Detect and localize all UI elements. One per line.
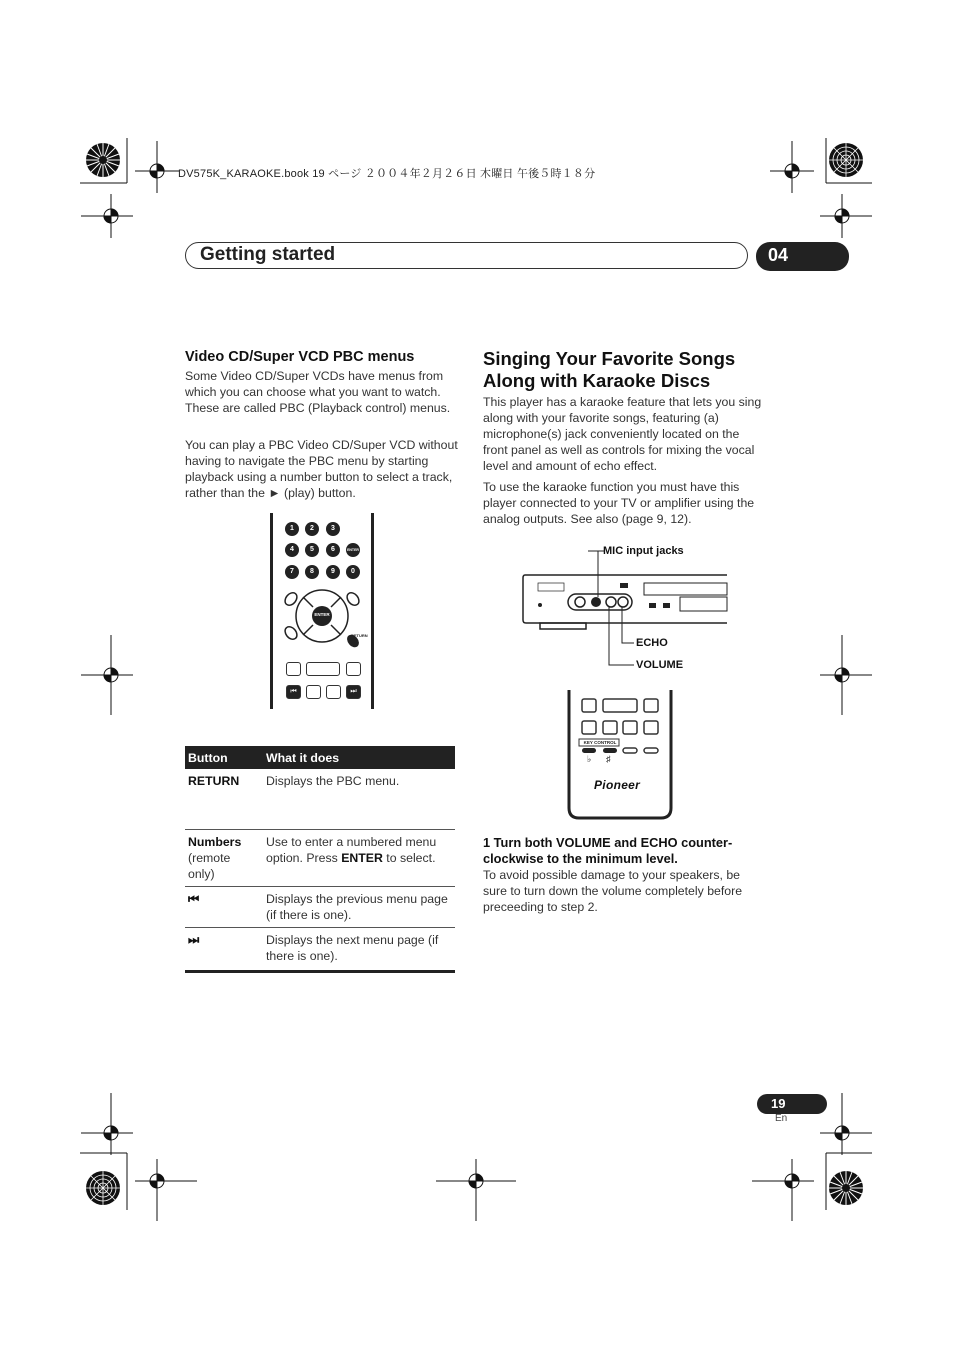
pbc-para-2: You can play a PBC Video CD/Super VCD without having to navigate the PBC menu by starting playback using a number button to select a track, rather than the ► (play) button.	[185, 438, 458, 500]
pbc-button-table	[185, 746, 455, 973]
key-4: 4	[285, 543, 299, 557]
echo-label: ECHO	[636, 637, 668, 649]
remote-key	[306, 685, 321, 699]
key-2: 2	[305, 522, 319, 536]
remote-key	[286, 662, 301, 676]
numbers-label: Numbers	[188, 835, 242, 849]
table-cell-description: Displays the PBC menu.	[263, 769, 455, 830]
key-control-label: KEY CONTROL	[583, 740, 617, 745]
remote-key	[326, 685, 341, 699]
table-header-button: Button	[185, 746, 263, 769]
karaoke-para-1: This player has a karaoke feature that lets you sing along with your favorite songs, featuring (a) microphone(s) jack conveniently located on the front panel as well as controls for mixing the vocal level and amount of echo effect.	[483, 395, 762, 473]
table-row	[185, 887, 455, 928]
page-number: 19	[757, 1094, 827, 1114]
chapter-number: 04	[756, 242, 849, 271]
table-cell-description	[263, 830, 455, 887]
key-3: 3	[326, 522, 340, 536]
remote-karaoke-illustration	[565, 690, 675, 822]
key-enter-small: ENTER	[346, 543, 360, 557]
table-cell-button	[185, 830, 263, 887]
table-cell-button: RETURN	[185, 769, 263, 830]
remote-key	[346, 662, 361, 676]
table-header-row	[185, 746, 455, 769]
table-header-description: What it does	[263, 746, 455, 769]
enter-key-label: ENTER	[314, 612, 330, 617]
karaoke-heading: Singing Your Favorite Songs Along with Karaoke Discs	[483, 348, 736, 391]
table-row	[185, 769, 455, 830]
sharp-icon: ♯	[606, 754, 611, 764]
return-key-label: RETURN	[351, 633, 368, 638]
key-5: 5	[305, 543, 319, 557]
table-cell-description: Displays the next menu page (if there is one).	[263, 928, 455, 972]
volume-label: VOLUME	[636, 659, 684, 671]
table-row	[185, 928, 455, 972]
remote-key-wide	[306, 662, 340, 676]
pioneer-logo: Pioneer	[594, 778, 641, 792]
remote-control-illustration	[270, 513, 374, 709]
table-cell-description: Displays the previous menu page (if there is one).	[263, 887, 455, 928]
key-1: 1	[285, 522, 299, 536]
pbc-para-1: Some Video CD/Super VCDs have menus from which you can choose what you want to watch. These are called PBC (Playback control) menus.	[185, 369, 451, 415]
table-row	[185, 830, 455, 887]
next-button-icon: ⏭	[185, 928, 263, 972]
key-7: 7	[285, 565, 299, 579]
flat-icon: ♭	[587, 754, 592, 764]
numbers-desc-a: Use to enter a numbered menu option. Press	[266, 835, 437, 865]
key-8: 8	[305, 565, 319, 579]
chapter-title: Getting started	[200, 244, 336, 265]
next-key-icon: ⏭	[346, 685, 361, 699]
prev-key-icon: ⏮	[286, 685, 301, 699]
mic-jacks-label: MIC input jacks	[603, 545, 684, 557]
pbc-heading: Video CD/Super VCD PBC menus	[185, 349, 415, 365]
step-1-title: 1 Turn both VOLUME and ECHO counter-clockwise to the minimum level.	[483, 835, 733, 866]
page-language: En	[775, 1113, 788, 1124]
numbers-desc-bold: ENTER	[341, 851, 383, 865]
file-header-line: DV575K_KARAOKE.book 19 ページ ２００４年２月２６日 木曜日 午後５時１８分	[178, 168, 596, 180]
step-1-body: To avoid possible damage to your speakers, be sure to turn down the volume completely before preceeding to step 2.	[483, 868, 743, 914]
numbers-desc-b: to select.	[382, 851, 436, 865]
key-6: 6	[326, 543, 340, 557]
prev-button-icon: ⏮	[185, 887, 263, 928]
dvd-player-illustration	[520, 545, 730, 685]
karaoke-para-2: To use the karaoke function you must have this player connected to your TV or amplifier using the analog outputs. See also (page 9, 12).	[483, 480, 755, 526]
numbers-sublabel: (remote only)	[188, 851, 231, 881]
key-0: 0	[346, 565, 360, 579]
key-9: 9	[326, 565, 340, 579]
